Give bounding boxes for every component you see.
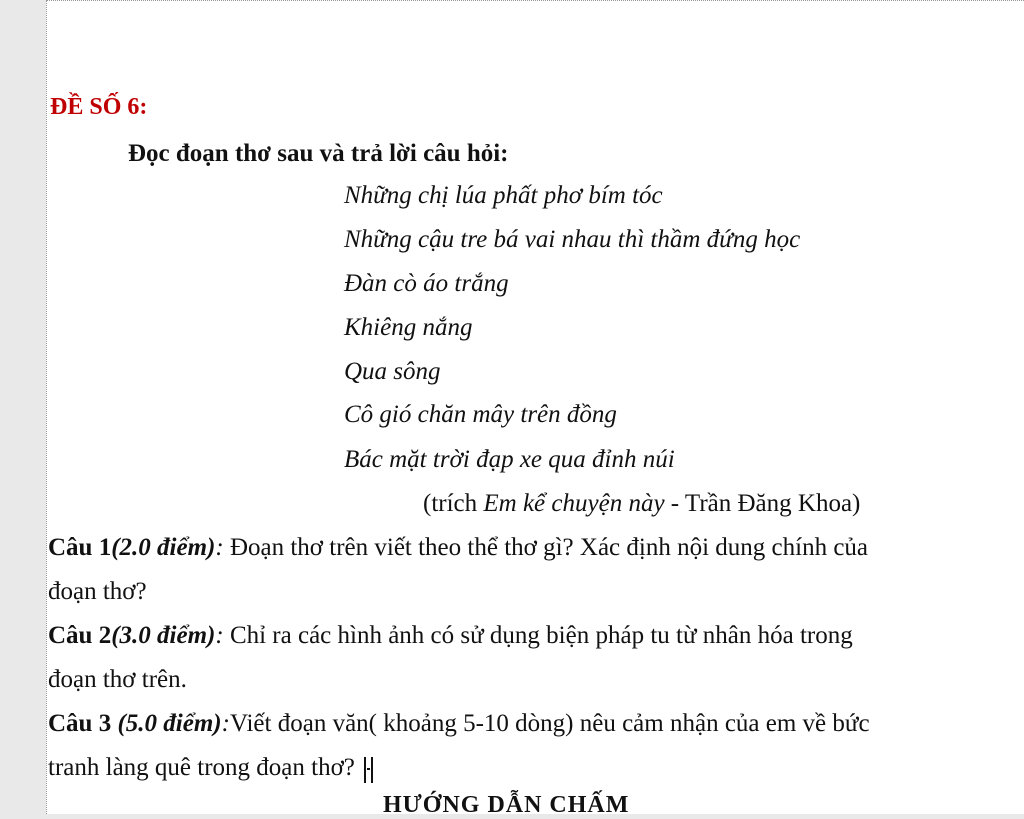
poem-line-1: Những chị lúa phất phơ bím tóc	[344, 182, 663, 209]
question-1-text: Đoạn thơ trên viết theo thể thơ gì? Xác định nội dung chính của	[223, 534, 869, 561]
question-1-label: Câu 1	[48, 534, 112, 561]
question-3-points: (5.0 điểm)	[117, 710, 222, 737]
question-2-points: (3.0 điểm)	[111, 622, 216, 649]
poem-line-2: Những cậu tre bá vai nhau thì thầm đứng học	[344, 226, 801, 253]
poem-line-6: Cô gió chăn mây trên đồng	[344, 401, 617, 428]
poem-line-7: Bác mặt trời đạp xe qua đỉnh núi	[344, 446, 675, 473]
question-1-separator: :	[215, 534, 224, 561]
question-3-line-1	[48, 709, 870, 739]
question-2-text: Chỉ ra các hình ảnh có sử dụng biện pháp tu từ nhân hóa trong	[223, 622, 853, 649]
question-3-separator: :	[221, 710, 230, 737]
source-work-title: Em kể chuyện này	[483, 490, 665, 517]
exam-title: ĐỀ SỐ 6:	[50, 94, 148, 120]
question-2-line-2: đoạn thơ trên.	[48, 666, 187, 693]
question-3-text: Viết đoạn văn( khoảng 5-10 dòng) nêu cảm nhận của em về bức	[229, 710, 870, 737]
poem-source	[423, 489, 860, 519]
question-1-line-2: đoạn thơ?	[48, 578, 147, 605]
instruction-text: Đọc đoạn thơ sau và trả lời câu hỏi:	[128, 140, 509, 167]
poem-line-3: Đàn cò áo trắng	[344, 270, 509, 297]
question-2-separator: :	[215, 622, 224, 649]
question-1-points: (2.0 điểm)	[111, 534, 216, 561]
poem-line-4: Khiêng nắng	[344, 314, 473, 341]
poem-line-5: Qua sông	[344, 358, 441, 385]
source-author: - Trần Đăng Khoa)	[664, 490, 861, 517]
question-3-label: Câu 3	[48, 710, 118, 737]
question-2-line-1	[48, 621, 853, 651]
grading-guide-heading: HƯỚNG DẪN CHẤM	[383, 792, 630, 818]
question-1-line-1	[48, 533, 868, 563]
page-top-border	[46, 0, 1024, 3]
question-2-label: Câu 2	[48, 622, 112, 649]
question-3-line-2: tranh làng quê trong đoạn thơ?	[48, 754, 355, 781]
page-margin-guide	[46, 0, 47, 814]
source-open: (trích	[423, 490, 484, 517]
text-cursor-ibeam-icon	[364, 757, 373, 783]
